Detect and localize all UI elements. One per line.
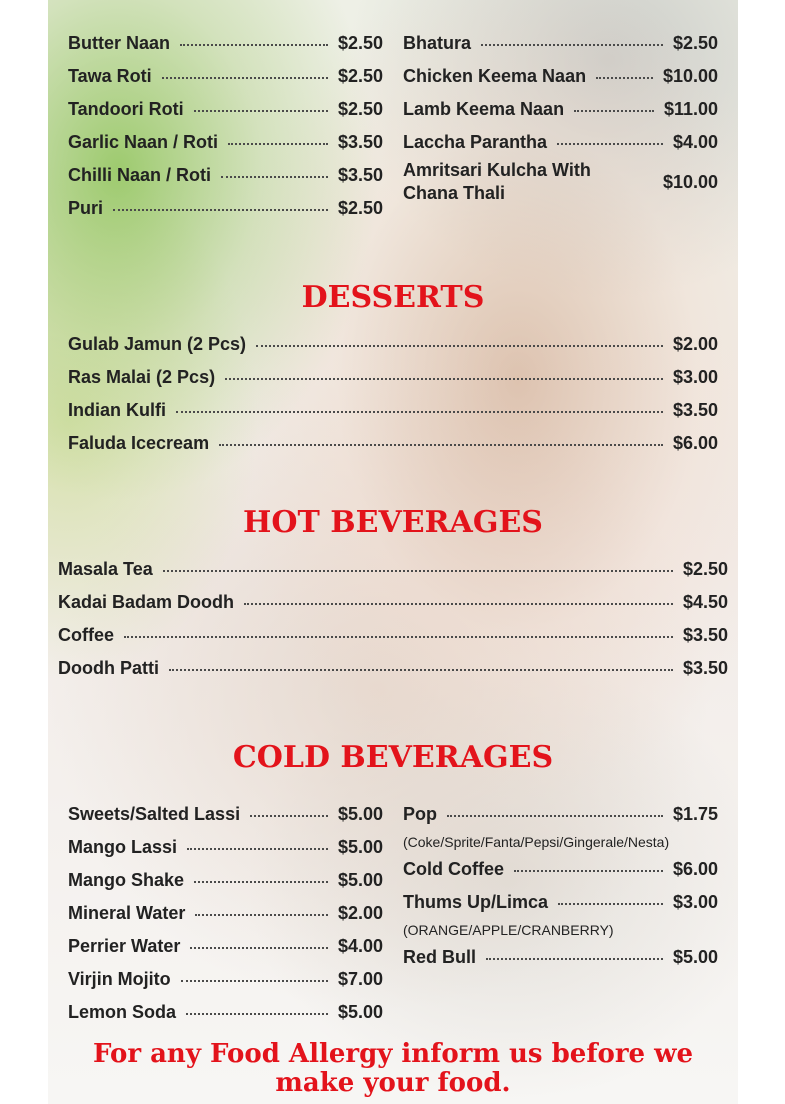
item-price: $4.50 — [682, 592, 728, 612]
dot-leader — [194, 110, 328, 112]
item-name: Amritsari Kulcha With Chana Thali — [403, 160, 591, 203]
dot-leader — [169, 669, 673, 671]
allergy-notice-line-2: make your food. — [275, 1068, 511, 1098]
item-name: Thums Up/Limca — [403, 892, 549, 912]
menu-item — [68, 897, 383, 930]
menu-item — [68, 93, 383, 126]
item-name: Red Bull — [403, 947, 477, 967]
allergy-notice — [68, 1040, 718, 1098]
item-name: Gulab Jamun (2 Pcs) — [68, 334, 247, 354]
item-price: $2.50 — [672, 33, 718, 53]
menu-item — [68, 159, 383, 192]
item-price: $3.50 — [682, 625, 728, 645]
menu-item — [58, 586, 728, 619]
item-price: $10.00 — [662, 66, 718, 86]
item-price: $3.50 — [672, 400, 718, 420]
dot-leader — [250, 815, 328, 817]
item-price: $5.00 — [337, 837, 383, 857]
breads-right-column — [403, 27, 718, 205]
dot-leader — [481, 44, 663, 46]
dot-leader — [219, 444, 663, 446]
item-name: Indian Kulfi — [68, 400, 166, 420]
item-note: (ORANGE/APPLE/CRANBERRY) — [403, 922, 614, 938]
dot-leader — [190, 947, 328, 949]
menu-item — [403, 853, 718, 886]
dot-leader — [181, 980, 328, 982]
dot-leader — [558, 903, 663, 905]
menu-item — [68, 798, 383, 831]
item-name: Tawa Roti — [68, 66, 152, 86]
dot-leader — [162, 77, 328, 79]
breads-left-column — [68, 27, 383, 225]
dot-leader — [194, 881, 328, 883]
item-price: $5.00 — [337, 1002, 383, 1022]
dot-leader — [113, 209, 328, 211]
item-price: $5.00 — [672, 947, 718, 967]
item-name: Sweets/Salted Lassi — [68, 804, 241, 824]
item-name: Mineral Water — [68, 903, 186, 923]
menu-item — [68, 864, 383, 897]
item-name: Kadai Badam Doodh — [58, 592, 235, 612]
item-price: $2.50 — [337, 198, 383, 218]
cold-beverages-left-column — [68, 798, 383, 1029]
dot-leader — [221, 176, 328, 178]
dot-leader — [574, 110, 654, 112]
item-name: Chilli Naan / Roti — [68, 165, 212, 185]
menu-item — [68, 394, 718, 427]
item-price: $2.00 — [337, 903, 383, 923]
cold-beverages-right-column — [403, 798, 718, 974]
item-name: Mango Shake — [68, 870, 185, 890]
dot-leader — [228, 143, 328, 145]
item-name: Laccha Parantha — [403, 132, 548, 152]
menu-item — [68, 930, 383, 963]
item-price: $2.50 — [682, 559, 728, 579]
menu-item — [68, 996, 383, 1029]
item-price: $2.00 — [672, 334, 718, 354]
dot-leader — [514, 870, 663, 872]
item-name: Doodh Patti — [58, 658, 159, 678]
menu-item — [403, 886, 718, 919]
menu-item — [68, 27, 383, 60]
menu-item — [68, 831, 383, 864]
item-price: $2.50 — [337, 99, 383, 119]
item-name: Ras Malai (2 Pcs) — [68, 367, 216, 387]
item-price: $3.00 — [672, 367, 718, 387]
item-price: $2.50 — [337, 33, 383, 53]
dot-leader — [176, 411, 663, 413]
item-name: Perrier Water — [68, 936, 181, 956]
menu-item — [403, 941, 718, 974]
menu-item — [403, 27, 718, 60]
dot-leader — [163, 570, 673, 572]
dot-leader — [187, 848, 328, 850]
dot-leader — [124, 636, 673, 638]
menu-item — [68, 963, 383, 996]
menu-item — [58, 553, 728, 586]
allergy-notice-line-1: For any Food Allergy inform us before we — [92, 1039, 694, 1069]
item-price: $3.50 — [682, 658, 728, 678]
dot-leader — [244, 603, 673, 605]
menu-page — [48, 0, 738, 1104]
item-price: $5.00 — [337, 870, 383, 890]
section-heading-desserts: DESSERTS — [301, 280, 485, 315]
hot-beverages-list — [58, 553, 728, 685]
item-name: Virjin Mojito — [68, 969, 171, 989]
dot-leader — [195, 914, 328, 916]
item-note: (Coke/Sprite/Fanta/Pepsi/Gingerale/Nesta) — [403, 834, 670, 850]
dot-leader — [596, 77, 653, 79]
item-price: $11.00 — [663, 99, 718, 119]
item-price: $2.50 — [337, 66, 383, 86]
item-name: Garlic Naan / Roti — [68, 132, 219, 152]
dot-leader — [256, 345, 663, 347]
menu-item — [68, 60, 383, 93]
menu-item — [58, 652, 728, 685]
item-price: $5.00 — [337, 804, 383, 824]
item-name: Lamb Keema Naan — [403, 99, 565, 119]
dot-leader — [225, 378, 663, 380]
menu-item — [403, 798, 718, 831]
menu-item — [403, 159, 718, 205]
item-price: $4.00 — [337, 936, 383, 956]
item-price: $3.50 — [337, 165, 383, 185]
dot-leader — [486, 958, 663, 960]
item-name: Puri — [68, 198, 104, 218]
dot-leader — [447, 815, 663, 817]
item-name: Faluda Icecream — [68, 433, 210, 453]
item-name: Cold Coffee — [403, 859, 504, 879]
menu-item — [68, 328, 718, 361]
menu-item — [403, 126, 718, 159]
menu-item — [403, 60, 718, 93]
menu-item — [68, 427, 718, 460]
item-price: $3.50 — [337, 132, 383, 152]
dot-leader — [186, 1013, 328, 1015]
item-price: $6.00 — [672, 859, 718, 879]
dot-leader — [180, 44, 328, 46]
item-price: $6.00 — [672, 433, 718, 453]
item-name: Bhatura — [403, 33, 472, 53]
item-price: $4.00 — [672, 132, 718, 152]
item-name: Butter Naan — [68, 33, 171, 53]
dot-leader — [557, 143, 663, 145]
menu-item — [68, 361, 718, 394]
item-name: Tandoori Roti — [68, 99, 184, 119]
item-price: $10.00 — [662, 171, 718, 192]
item-name: Masala Tea — [58, 559, 153, 579]
item-name: Lemon Soda — [68, 1002, 177, 1022]
desserts-list — [68, 328, 718, 460]
item-name: Coffee — [58, 625, 115, 645]
item-price: $1.75 — [672, 804, 718, 824]
item-price: $7.00 — [337, 969, 383, 989]
section-heading-cold-beverages: COLD BEVERAGES — [232, 740, 554, 775]
menu-item — [68, 126, 383, 159]
menu-item — [68, 192, 383, 225]
item-name: Chicken Keema Naan — [403, 66, 587, 86]
item-price: $3.00 — [672, 892, 718, 912]
item-name: Pop — [403, 804, 437, 824]
menu-item — [403, 93, 718, 126]
section-heading-hot-beverages: HOT BEVERAGES — [243, 505, 543, 540]
item-name: Mango Lassi — [68, 837, 178, 857]
menu-item — [58, 619, 728, 652]
